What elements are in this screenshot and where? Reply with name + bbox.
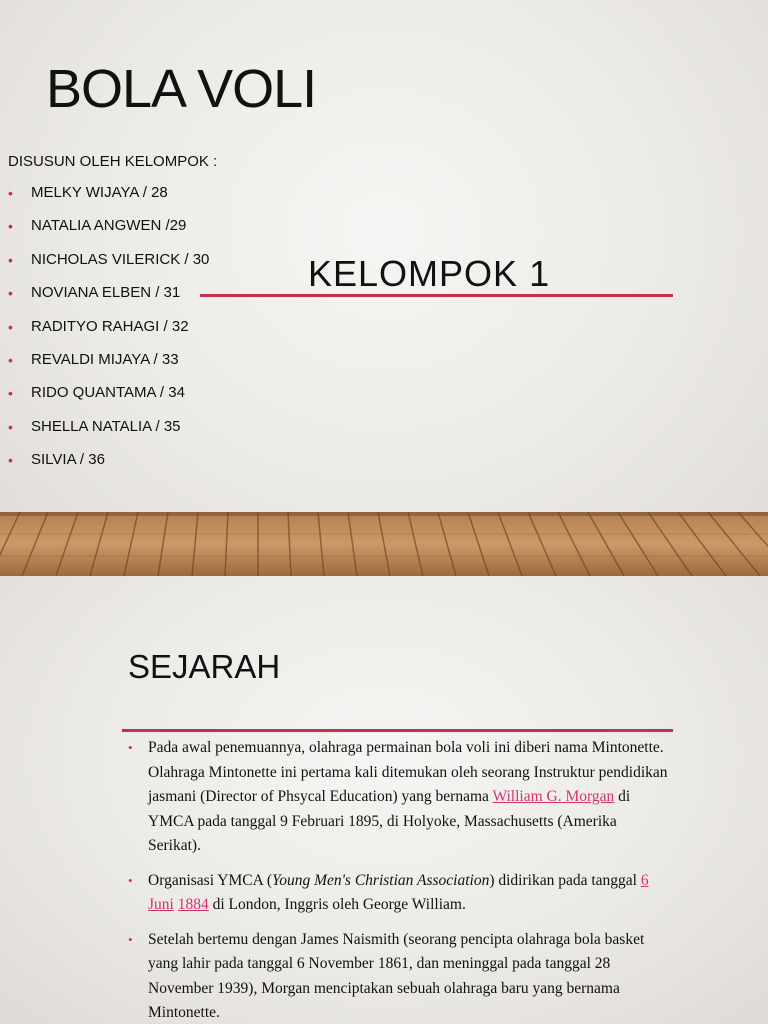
bullet-icon: • bbox=[8, 452, 13, 469]
group-intro: DISUSUN OLEH KELOMPOK : bbox=[8, 153, 218, 170]
year-link[interactable]: 1884 bbox=[177, 896, 209, 913]
bullet-icon: • bbox=[8, 218, 13, 235]
bullet-icon: • bbox=[8, 385, 13, 402]
list-item: • RIDO QUANTAMA / 34 bbox=[8, 384, 185, 402]
list-item: • Setelah bertemu dengan James Naismith (seorang pencipta olahraga bola basket yang lahir pada tanggal 6 November 1861, dan meninggal pada tanggal 28 November 1939), Morgan menciptakan sebuah olahraga baru yang bernama Mintonette. bbox=[128, 928, 668, 1024]
list-item: • NICHOLAS VILERICK / 30 bbox=[8, 250, 210, 268]
member-list bbox=[8, 183, 209, 484]
list-item: • NATALIA ANGWEN /29 bbox=[8, 217, 187, 235]
bullet-icon: • bbox=[8, 251, 13, 268]
list-item: • Organisasi YMCA (Young Men's Christian Association) didirikan pada tanggal 6 Juni 1884 di London, Inggris oleh George William. bbox=[128, 869, 668, 918]
list-item: • REVALDI MIJAYA / 33 bbox=[8, 350, 179, 368]
divider-line bbox=[200, 294, 673, 297]
list-item: • RADITYO RAHAGI / 32 bbox=[8, 317, 189, 335]
william-morgan-link[interactable]: William G. Morgan bbox=[492, 788, 615, 805]
list-item: • SILVIA / 36 bbox=[8, 451, 105, 469]
list-item: • NOVIANA ELBEN / 31 bbox=[8, 284, 181, 302]
bullet-icon: • bbox=[8, 285, 13, 302]
list-item: • MELKY WIJAYA / 28 bbox=[8, 184, 168, 201]
slide-history bbox=[0, 576, 768, 1024]
date-link[interactable]: 6 Juni bbox=[148, 871, 649, 913]
bullet-icon: • bbox=[8, 318, 13, 335]
bullet-icon: • bbox=[128, 740, 133, 755]
list-item: • Pada awal penemuannya, olahraga permainan bola voli ini diberi nama Mintonette. Olahraga Mintonette ini pertama kali ditemukan oleh seorang Instruktur pendidikan jasmani (Director of Phsycal Education) yang bernama William G. Morgan di YMCA pada tanggal 9 Februari 1895, di Holyoke, Massachusetts (Amerika Serikat). bbox=[128, 736, 668, 859]
group-heading: KELOMPOK 1 bbox=[308, 253, 551, 294]
list-item: • SHELLA NATALIA / 35 bbox=[8, 417, 181, 435]
wood-floor-image bbox=[0, 512, 768, 576]
history-points bbox=[128, 736, 668, 1024]
bullet-icon: • bbox=[128, 872, 133, 888]
bullet-icon: • bbox=[8, 418, 13, 435]
section-title: SEJARAH bbox=[128, 648, 281, 685]
bullet-icon: • bbox=[8, 351, 13, 368]
bullet-icon: • bbox=[8, 185, 13, 201]
divider-line bbox=[122, 729, 673, 732]
bullet-icon: • bbox=[128, 931, 133, 947]
slide-title-text: BOLA VOLI bbox=[46, 59, 317, 119]
